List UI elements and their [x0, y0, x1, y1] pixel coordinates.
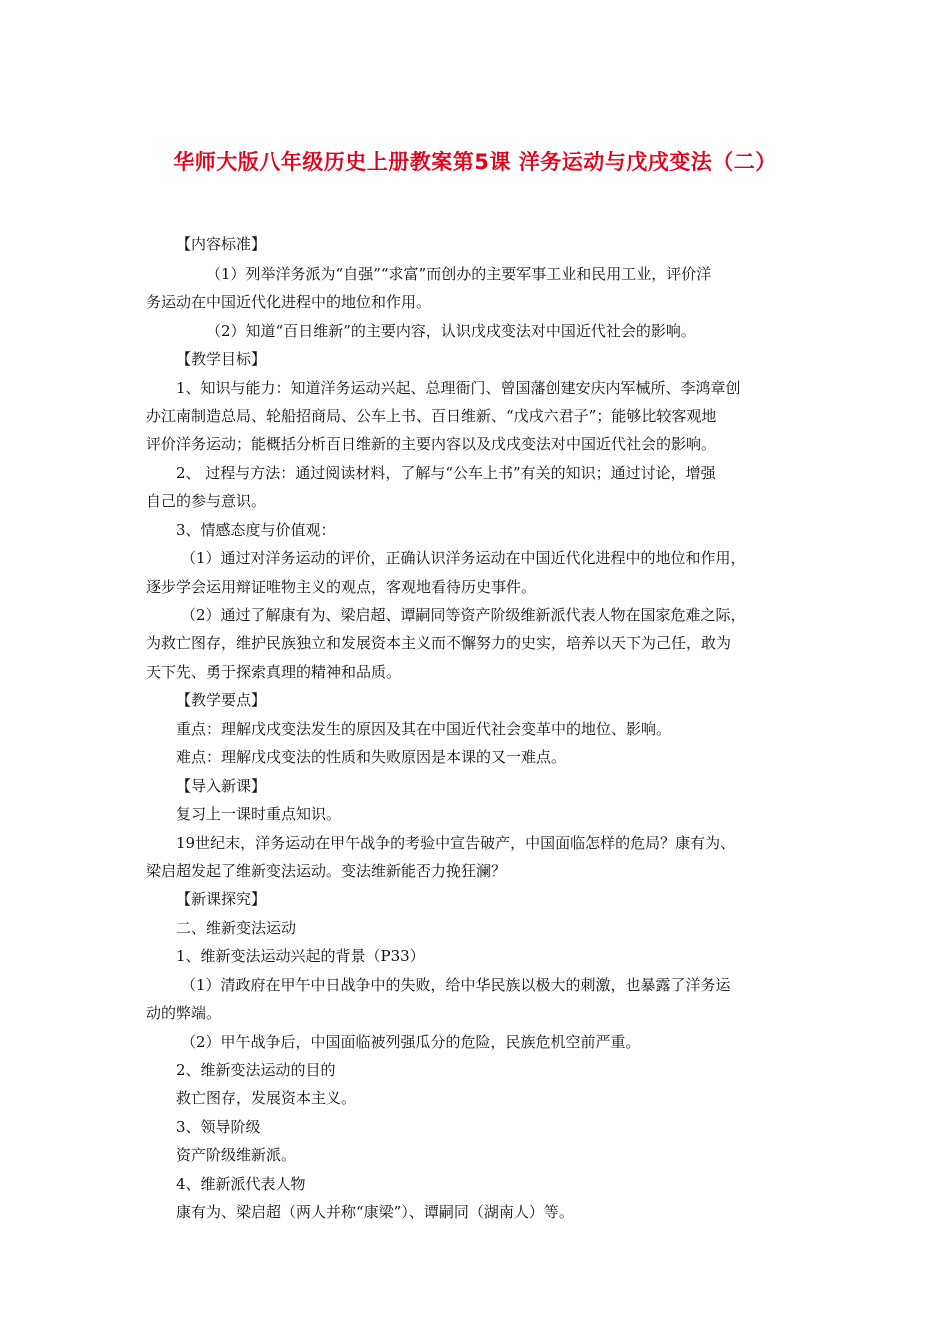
paragraph-line: 重点：理解戊戌变法发生的原因及其在中国近代社会变革中的地位、影响。 — [176, 720, 672, 738]
paragraph-line: 复习上一课时重点知识。 — [176, 805, 342, 823]
paragraph-line: 3、领导阶级 — [176, 1118, 261, 1136]
paragraph-line: 天下先、勇于探索真理的精神和品质。 — [146, 663, 402, 681]
section-heading-teaching-goals: 【教学目标】 — [176, 350, 267, 368]
paragraph-line: 二、维新变法运动 — [176, 919, 297, 937]
paragraph-line: 19世纪末，洋务运动在甲午战争的考验中宣告破产，中国面临怎样的危局？康有为、 — [176, 834, 736, 852]
section-heading-teaching-points: 【教学要点】 — [176, 691, 267, 709]
paragraph-line: （1）清政府在甲午中日战争中的失败，给中华民族以极大的刺激，也暴露了洋务运 — [181, 976, 731, 994]
paragraph-line: （2）甲午战争后，中国面临被列强瓜分的危险，民族危机空前严重。 — [181, 1033, 641, 1051]
paragraph-line: 动的弊端。 — [146, 1004, 222, 1022]
paragraph-line: 逐步学会运用辩证唯物主义的观点，客观地看待历史事件。 — [146, 578, 537, 596]
paragraph-line: 评价洋务运动；能概括分析百日维新的主要内容以及戊戌变法对中国近代社会的影响。 — [146, 435, 717, 453]
document-title: 华师大版八年级历史上册教案第5课 洋务运动与戊戌变法（二） — [173, 150, 777, 174]
paragraph-line: （1）列举洋务派为“自强”“求富”而创办的主要军事工业和民用工业，评价洋 — [206, 265, 712, 283]
paragraph-line: 3、情感态度与价值观： — [176, 521, 336, 539]
paragraph-line: （2）通过了解康有为、梁启超、谭嗣同等资产阶级维新派代表人物在国家危难之际， — [181, 606, 746, 624]
paragraph-line: （1）通过对洋务运动的评价，正确认识洋务运动在中国近代化进程中的地位和作用， — [181, 549, 746, 567]
paragraph-line: 2、维新变法运动的目的 — [176, 1061, 336, 1079]
paragraph-line: 务运动在中国近代化进程中的地位和作用。 — [146, 293, 432, 311]
paragraph-line: 办江南制造总局、轮船招商局、公车上书、百日维新、“戊戌六君子”；能够比较客观地 — [146, 407, 717, 425]
paragraph-line: 难点：理解戊戌变法的性质和失败原因是本课的又一难点。 — [176, 748, 567, 766]
paragraph-line: 康有为、梁启超（两人并称“康梁”）、谭嗣同（湖南人）等。 — [176, 1203, 574, 1221]
paragraph-line: 资产阶级维新派。 — [176, 1146, 297, 1164]
section-heading-introduction: 【导入新课】 — [176, 777, 267, 795]
paragraph-line: （2）知道“百日维新”的主要内容，认识戊戌变法对中国近代社会的影响。 — [206, 322, 696, 340]
section-heading-content-standard: 【内容标准】 — [176, 235, 267, 253]
paragraph-line: 1、知识与能力：知道洋务运动兴起、总理衙门、曾国藩创建安庆内军械所、李鸿章创 — [176, 379, 741, 397]
paragraph-line: 梁启超发起了维新变法运动。变法维新能否力挽狂澜？ — [146, 862, 507, 880]
paragraph-line: 为救亡图存，维护民族独立和发展资本主义而不懈努力的史实，培养以天下为己任，敢为 — [146, 634, 732, 652]
paragraph-line: 2、 过程与方法：通过阅读材料，了解与“公车上书”有关的知识；通过讨论，增强 — [176, 464, 716, 482]
paragraph-line: 4、维新派代表人物 — [176, 1175, 306, 1193]
paragraph-line: 1、维新变法运动兴起的背景（P33） — [176, 947, 425, 965]
section-heading-new-lesson: 【新课探究】 — [176, 890, 267, 908]
paragraph-line: 救亡图存，发展资本主义。 — [176, 1089, 357, 1107]
paragraph-line: 自己的参与意识。 — [146, 492, 267, 510]
